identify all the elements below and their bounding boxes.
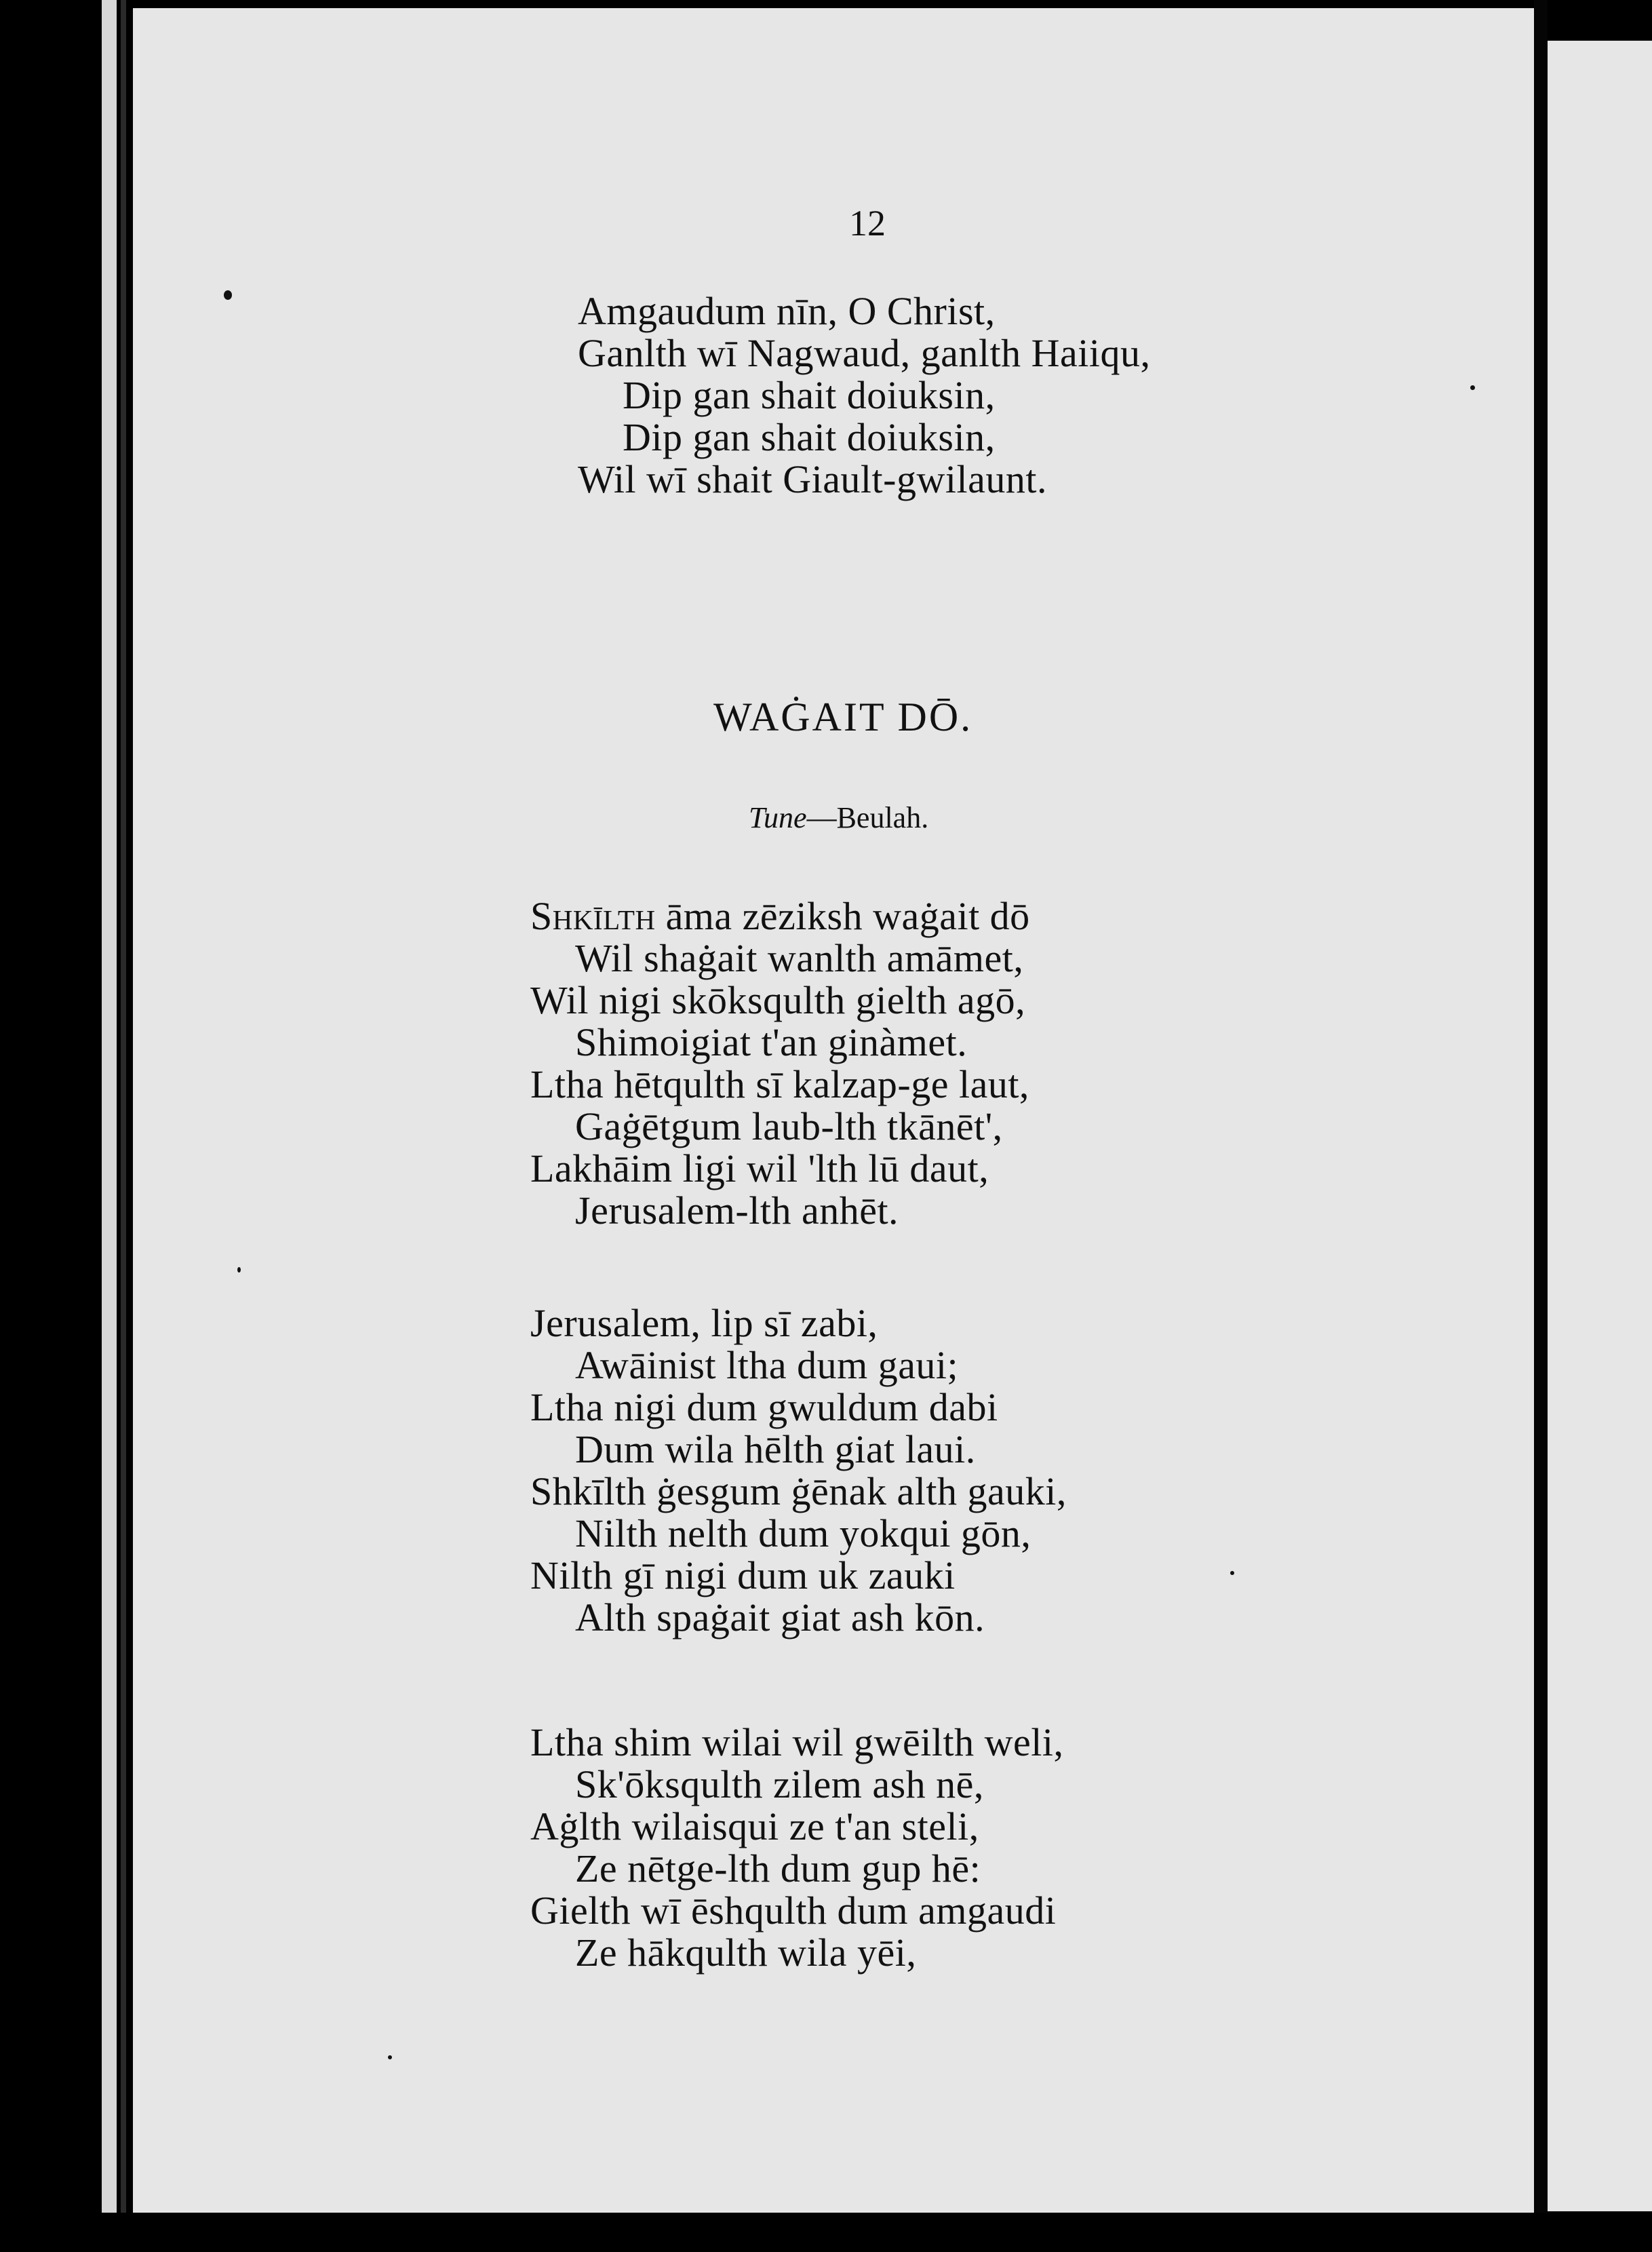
verse-line: Ze nētge-lth dum gup hē:	[575, 1846, 981, 1890]
verse-3	[530, 1722, 1064, 1974]
scan-speck	[237, 1267, 241, 1273]
verse-line: Aġlth wilaisqui ze t'an steli,	[530, 1804, 979, 1848]
verse-line: Dip gan shait doiuksin,	[623, 373, 996, 417]
verse-line: Lakhāim ligi wil 'lth lū daut,	[530, 1146, 989, 1190]
verse-line: Amgaudum nīn, O Christ,	[578, 289, 996, 333]
verse-first-line-rest: āma zēziksh waġait dō	[655, 894, 1030, 938]
previous-verse	[578, 290, 1150, 501]
verse-line: Nilth nelth dum yokqui gōn,	[575, 1511, 1031, 1555]
verse-line: Alth spaġait giat ash kōn.	[575, 1595, 985, 1639]
verse-line: Ze hākqulth wila yēi,	[575, 1930, 917, 1975]
tune-label: Tune	[749, 801, 807, 834]
scan-speck	[1470, 385, 1475, 390]
verse-line: Gaġētgum laub-lth tkānēt',	[575, 1104, 1003, 1148]
verse-line: Ltha hētqulth sī kalzap-ge laut,	[530, 1062, 1029, 1106]
verse-line: Shkīlth ġesgum ġēnak alth gauki,	[530, 1469, 1067, 1513]
tune-line	[749, 799, 928, 837]
verse-line	[530, 895, 1030, 937]
verse-line: Sk'ōksqulth zilem ash nē,	[575, 1762, 984, 1806]
verse-line: Gielth wī ēshqulth dum amgaudi	[530, 1888, 1057, 1933]
verse-line: Dum wila hēlth giat laui.	[575, 1427, 976, 1471]
verse-line: Wil wī shait Giault-gwilaunt.	[578, 457, 1047, 501]
verse-line: Jerusalem-lth anhēt.	[575, 1188, 899, 1232]
scan-bottom-edge	[0, 2213, 1652, 2252]
verse-1	[530, 895, 1030, 1232]
page-gutter	[1534, 0, 1548, 2252]
page-left-edge	[102, 0, 117, 2252]
verse-line: Ltha nigi dum gwuldum dabi	[530, 1385, 998, 1429]
page-left-shadow	[121, 0, 126, 2252]
verse-line: Nilth gī nigi dum uk zauki	[530, 1553, 956, 1597]
scan-speck	[224, 290, 232, 300]
scan-speck	[388, 2055, 392, 2059]
facing-page-edge	[1548, 41, 1652, 2211]
verse-line: Jerusalem, lip sī zabi,	[530, 1301, 878, 1345]
verse-line: Ltha shim wilai wil gwēilth weli,	[530, 1720, 1064, 1764]
verse-line: Awāinist ltha dum gaui;	[575, 1343, 959, 1387]
verse-line: Wil shaġait wanlth amāmet,	[575, 936, 1024, 980]
verse-line: Dip gan shait doiuksin,	[623, 415, 996, 459]
scan-speck	[1230, 1571, 1234, 1575]
verse-line: Wil nigi skōksqulth gielth agō,	[530, 978, 1026, 1022]
verse-line: Shimoigiat t'an ginàmet.	[575, 1020, 968, 1064]
verse-line: Ganlth wī Nagwaud, ganlth Haiiqu,	[578, 331, 1151, 375]
verse-first-word: Shkīlth	[530, 894, 656, 938]
verse-2	[530, 1302, 1067, 1639]
tune-name: —Beulah.	[806, 801, 929, 834]
hymn-title: WAĠAIT DŌ.	[713, 695, 973, 739]
page-number: 12	[849, 203, 886, 244]
